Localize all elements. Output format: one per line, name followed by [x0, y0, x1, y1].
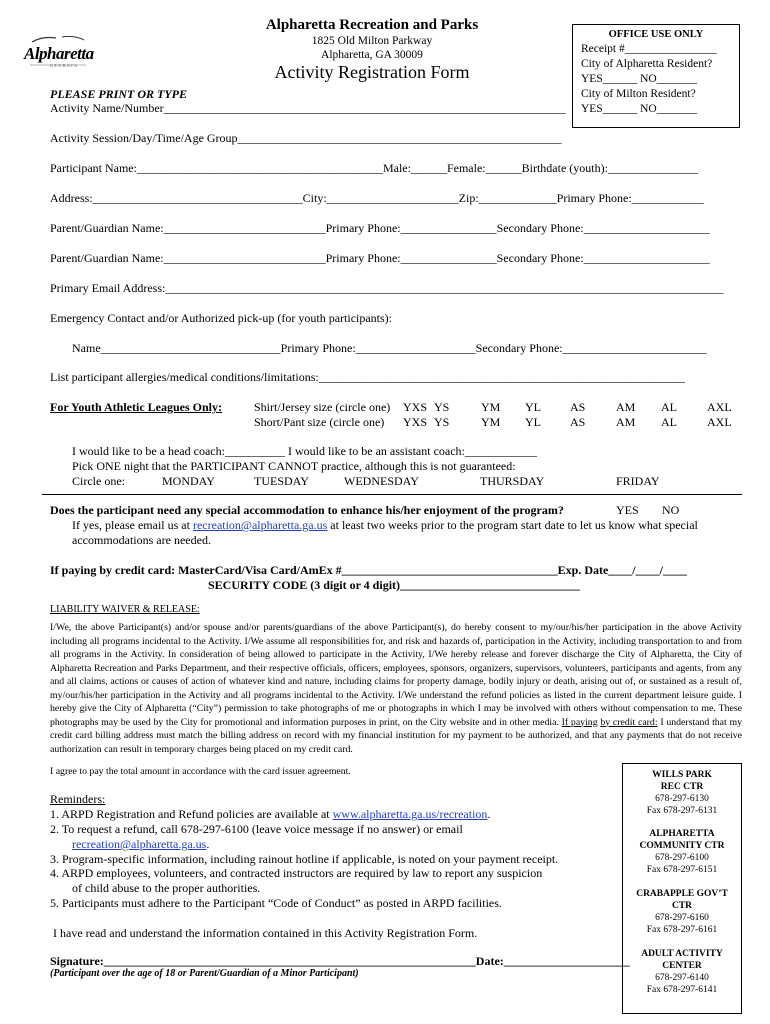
credit-card-label-part2: by credit card: — [600, 716, 658, 728]
reminder-2-period: . — [206, 837, 210, 851]
address-field[interactable]: Address:___________________________________City:______________________Zip:_____________Primary Phone:____________ — [50, 191, 704, 205]
signature-note: (Participant over the age of 18 or Parent/Guardian of a Minor Participant) — [50, 968, 359, 979]
day-option-thursday[interactable]: THURSDAY — [480, 474, 545, 488]
reminder-5: 5. Participants must adhere to the Participant “Code of Conduct” as posted in ARPD facilities. — [50, 896, 502, 910]
section-divider — [42, 494, 742, 495]
credit-card-text: I understand that my credit card billing address must match the billing address on record with my financial institution for my payment to be authorized, and that any payments that do not receive authorization can result in temporary charges being placed on my credit card. — [50, 716, 743, 755]
shirt-size-option[interactable]: YL — [525, 400, 541, 414]
short-size-option[interactable]: AS — [570, 415, 586, 429]
location-name: CTR — [671, 901, 693, 911]
allergies-field[interactable]: List participant allergies/medical conditions/limitations:_____________________________________________________________ — [50, 370, 685, 384]
agree-statement: I agree to pay the total amount in accordance with the card issuer agreement. — [50, 766, 351, 777]
accommodation-text-post: at least two weeks prior to the program start date to let us know what special — [330, 518, 698, 532]
reminder-4: 4. ARPD employees, volunteers, and contracted instructors are required by law to report any suspicion — [50, 866, 543, 880]
shirt-size-option[interactable]: AXL — [707, 400, 732, 414]
reminder-2: 2. To request a refund, call 678-297-6100 (leave voice message if no answer) or email — [50, 822, 463, 836]
day-option-monday[interactable]: MONDAY — [162, 474, 215, 488]
location-phone: 678-297-6130 — [655, 794, 709, 804]
accommodation-text-pre: If yes, please email us at — [72, 518, 190, 532]
short-size-option[interactable]: AL — [661, 415, 677, 429]
accommodation-yes[interactable]: YES — [616, 503, 639, 517]
parent-guardian-field-2[interactable]: Parent/Guardian Name:___________________________Primary Phone:________________Secondary Phone:_____________________ — [50, 251, 710, 265]
location-fax: Fax 678-297-6161 — [646, 925, 718, 935]
coach-field[interactable]: I would like to be a head coach:__________ I would like to be an assistant coach:____________ — [72, 444, 537, 458]
waiver-title: LIABILITY WAIVER & RELEASE: — [50, 604, 200, 615]
logo-text: Alpharetta — [24, 44, 94, 63]
receipt-field: Receipt #________________ — [581, 43, 717, 55]
accommodation-text-line2: accommodations are needed. — [72, 533, 211, 547]
recreation-website-link[interactable]: www.alpharetta.ga.us/recreation — [332, 807, 488, 821]
short-size-option[interactable]: AM — [616, 415, 636, 429]
location-name: CRABAPPLE GOV’T — [636, 889, 728, 899]
location-fax: Fax 678-297-6131 — [646, 806, 718, 816]
email-field[interactable]: Primary Email Address:_____________________________________________________________________________________________ — [50, 281, 724, 295]
waiver-text: I/We, the above Participant(s) and/or spouse and/or parents/guardians of the above Participant(s), do hereby consent to my/our/his/her participation in the above Activity including all programs incidental to the Activity. I/We assume all responsibilities for, and risk and hazards of, participation in the Activity, including transportation to and from all programs in the Activity. In consideration of being allowed to participate in the Activity, I/We hereby release and forever discharge the City of Alpharetta, the City of Alpharetta Recreation and Parks Department, and their respective officials, officers, employees, sponsors, organizers, supervisors, volunteers, participants and agents, from any and all claims, actions or causes of action of whatever kind and nature, including claims for property damage, bodily injury or death, arising out of, or sustained as a result of, my/our/his/her participation in the Activity and all programs incidental to the Activity. I/We understand the refund policies as listed in the current department leisure guide. I hereby give the City of Alpharetta (“City”) permission to take photographs of me or photographs in which I may be involved with others without compensation to me. These photographs may be used by the City for promotional and information purposes in print, on the City website and in other media. — [50, 622, 742, 728]
milton-resident-answer: YES______ NO_______ — [581, 103, 697, 115]
credit-card-field[interactable]: If paying by credit card: MasterCard/Visa Card/AmEx #____________________________________Exp. Date____/____/____ — [50, 563, 687, 577]
activity-name-field[interactable]: Activity Name/Number___________________________________________________________________ — [50, 101, 566, 115]
org-address-line2: Alpharetta, GA 30009 — [321, 49, 423, 61]
day-option-wednesday[interactable]: WEDNESDAY — [344, 474, 419, 488]
location-phone: 678-297-6160 — [655, 913, 709, 923]
day-option-friday[interactable]: FRIDAY — [616, 474, 660, 488]
location-name: ALPHARETTA — [649, 829, 715, 839]
location-fax: Fax 678-297-6141 — [646, 985, 718, 995]
signature-field[interactable]: Signature:______________________________________________________________Date:_____________________ — [50, 954, 630, 968]
reminder-4-cont: of child abuse to the proper authorities. — [72, 881, 261, 895]
office-use-box — [572, 24, 740, 128]
location-adult-activity — [623, 948, 741, 996]
location-fax: Fax 678-297-6151 — [646, 865, 718, 875]
shirt-size-option[interactable]: YXS — [403, 400, 428, 414]
reminder-1 — [50, 807, 490, 822]
short-size-option[interactable]: YL — [525, 415, 541, 429]
location-name: ADULT ACTIVITY — [641, 949, 723, 959]
alpharetta-resident-question: City of Alpharetta Resident? — [581, 58, 713, 70]
shirt-size-option[interactable]: YM — [481, 400, 501, 414]
form-title: Activity Registration Form — [274, 62, 470, 82]
credit-card-label-part1: If paying — [561, 716, 598, 728]
short-size-label: Short/Pant size (circle one) — [254, 415, 385, 429]
milton-resident-question: City of Milton Resident? — [581, 88, 696, 100]
parent-guardian-field-1[interactable]: Parent/Guardian Name:___________________________Primary Phone:________________Secondary Phone:_____________________ — [50, 221, 710, 235]
reminder-3: 3. Program-specific information, including rainout hotline if applicable, is noted on your payment receipt. — [50, 852, 559, 866]
reminder-1-period: . — [487, 807, 491, 821]
org-address-line1: 1825 Old Milton Parkway — [311, 35, 433, 47]
accommodation-no[interactable]: NO — [662, 503, 680, 517]
waiver-body — [50, 621, 742, 756]
shirt-size-option[interactable]: AM — [616, 400, 636, 414]
shirt-size-option[interactable]: YS — [434, 400, 450, 414]
security-code-field[interactable]: SECURITY CODE (3 digit or 4 digit)______________________________ — [208, 578, 581, 592]
reminder-1-text: 1. ARPD Registration and Refund policies are available at — [50, 807, 330, 821]
recreation-email-link[interactable]: recreation@alpharetta.ga.us — [192, 518, 328, 532]
alpharetta-logo — [22, 34, 92, 72]
recreation-email-link[interactable]: recreation@alpharetta.ga.us — [72, 837, 207, 851]
shirt-size-option[interactable]: AS — [570, 400, 586, 414]
org-name: Alpharetta Recreation and Parks — [265, 17, 479, 33]
short-size-option[interactable]: AXL — [707, 415, 732, 429]
location-name: COMMUNITY CTR — [639, 841, 725, 851]
accommodation-question: Does the participant need any special accommodation to enhance his/her enjoyment of the program? — [50, 503, 564, 517]
pick-night-label: Pick ONE night that the PARTICIPANT CANNOT practice, although this is not guaranteed: — [72, 459, 516, 473]
circle-one-label: Circle one: — [72, 474, 125, 488]
short-size-option[interactable]: YM — [481, 415, 501, 429]
acknowledgement-statement: I have read and understand the information contained in this Activity Registration Form. — [53, 926, 478, 940]
reminders-title: Reminders: — [50, 792, 106, 806]
location-alpharetta-community — [623, 828, 741, 876]
location-phone: 678-297-6140 — [655, 973, 709, 983]
shirt-size-label: Shirt/Jersey size (circle one) — [254, 400, 391, 414]
print-note: PLEASE PRINT OR TYPE — [50, 87, 188, 101]
office-use-title: OFFICE USE ONLY — [608, 29, 704, 40]
alpharetta-resident-answer: YES______ NO_______ — [581, 73, 697, 85]
location-name: CENTER — [662, 961, 702, 971]
location-name: WILLS PARK — [652, 770, 712, 780]
location-wills-park — [623, 769, 741, 817]
youth-leagues-label: For Youth Athletic Leagues Only: — [50, 400, 223, 414]
emergency-contact-field[interactable]: Name______________________________Primary Phone:____________________Secondary Phone:________________________ — [72, 341, 707, 355]
location-phone: 678-297-6100 — [655, 853, 709, 863]
short-size-option[interactable]: YS — [434, 415, 450, 429]
logo-subtext: GEORGIA — [50, 63, 79, 68]
accommodation-instructions — [72, 518, 698, 533]
day-option-tuesday[interactable]: TUESDAY — [254, 474, 309, 488]
emergency-contact-label: Emergency Contact and/or Authorized pick-up (for youth participants): — [50, 311, 393, 325]
participant-name-field[interactable]: Participant Name:_________________________________________Male:______Female:______Birthdate (youth):_______________ — [50, 161, 698, 175]
activity-session-field[interactable]: Activity Session/Day/Time/Age Group______________________________________________________ — [50, 131, 562, 145]
reminder-2-email — [72, 837, 209, 852]
location-crabapple — [623, 888, 741, 936]
short-size-option[interactable]: YXS — [403, 415, 428, 429]
shirt-size-option[interactable]: AL — [661, 400, 677, 414]
location-name: REC CTR — [660, 782, 704, 792]
locations-box — [622, 763, 742, 1014]
